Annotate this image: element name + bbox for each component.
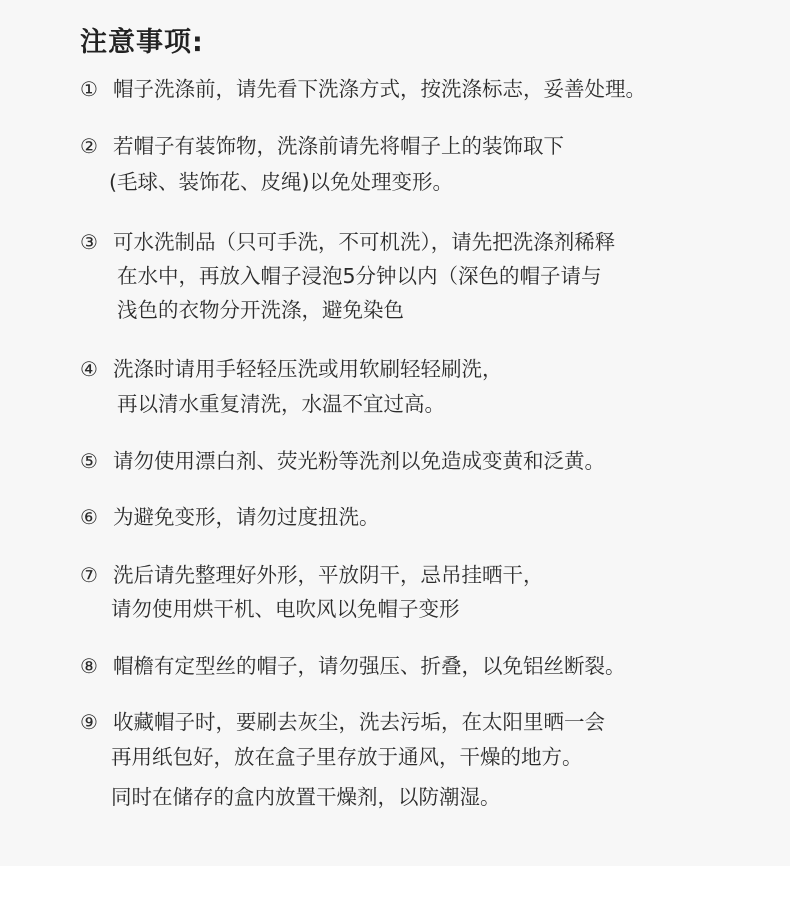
item-7-line-1: 洗后请先整理好外形，平放阴干，忌吊挂晒干，: [113, 563, 544, 587]
item-2-number: ②: [80, 134, 98, 158]
bottom-margin: [0, 866, 790, 910]
item-6-line-1: 为避免变形，请勿过度扭洗。: [113, 505, 380, 529]
item-5-number: ⑤: [80, 449, 98, 473]
item-6-number: ⑥: [80, 505, 98, 529]
item-3-line-1: 可水洗制品（只可手洗，不可机洗），请先把洗涤剂稀释: [113, 230, 616, 254]
item-2-line-2: (毛球、装饰花、皮绳)以免处理变形。: [109, 170, 453, 194]
item-1-number: ①: [80, 77, 98, 101]
item-9-line-3: 同时在储存的盒内放置干燥剂，以防潮湿。: [111, 785, 501, 809]
item-8-number: ⑧: [80, 654, 98, 678]
item-9-line-1: 收藏帽子时，要刷去灰尘，洗去污垢，在太阳里晒一会: [113, 710, 605, 734]
item-1-line-1: 帽子洗涤前，请先看下洗涤方式，按洗涤标志，妥善处理。: [113, 77, 646, 101]
item-3-line-2: 在水中，再放入帽子浸泡5分钟以内（深色的帽子请与: [117, 264, 602, 288]
item-9-line-2: 再用纸包好，放在盒子里存放于通风，干燥的地方。: [111, 745, 583, 769]
item-4-line-1: 洗涤时请用手轻轻压洗或用软刷轻轻刷洗，: [113, 357, 503, 381]
item-4-line-2: 再以清水重复清洗，水温不宜过高。: [117, 392, 445, 416]
item-3-number: ③: [80, 230, 98, 254]
item-4-number: ④: [80, 357, 98, 381]
item-9-number: ⑨: [80, 710, 98, 734]
page-title: 注意事项:: [80, 27, 204, 58]
item-3-line-3: 浅色的衣物分开洗涤，避免染色: [117, 298, 404, 322]
item-5-line-1: 请勿使用漂白剂、荧光粉等洗剂以免造成变黄和泛黄。: [113, 449, 605, 473]
item-7-number: ⑦: [80, 563, 98, 587]
item-2-line-1: 若帽子有装饰物，洗涤前请先将帽子上的装饰取下: [113, 134, 564, 158]
item-7-line-2: 请勿使用烘干机、电吹风以免帽子变形: [111, 597, 460, 621]
item-8-line-1: 帽檐有定型丝的帽子，请勿强压、折叠，以免铝丝断裂。: [113, 654, 626, 678]
